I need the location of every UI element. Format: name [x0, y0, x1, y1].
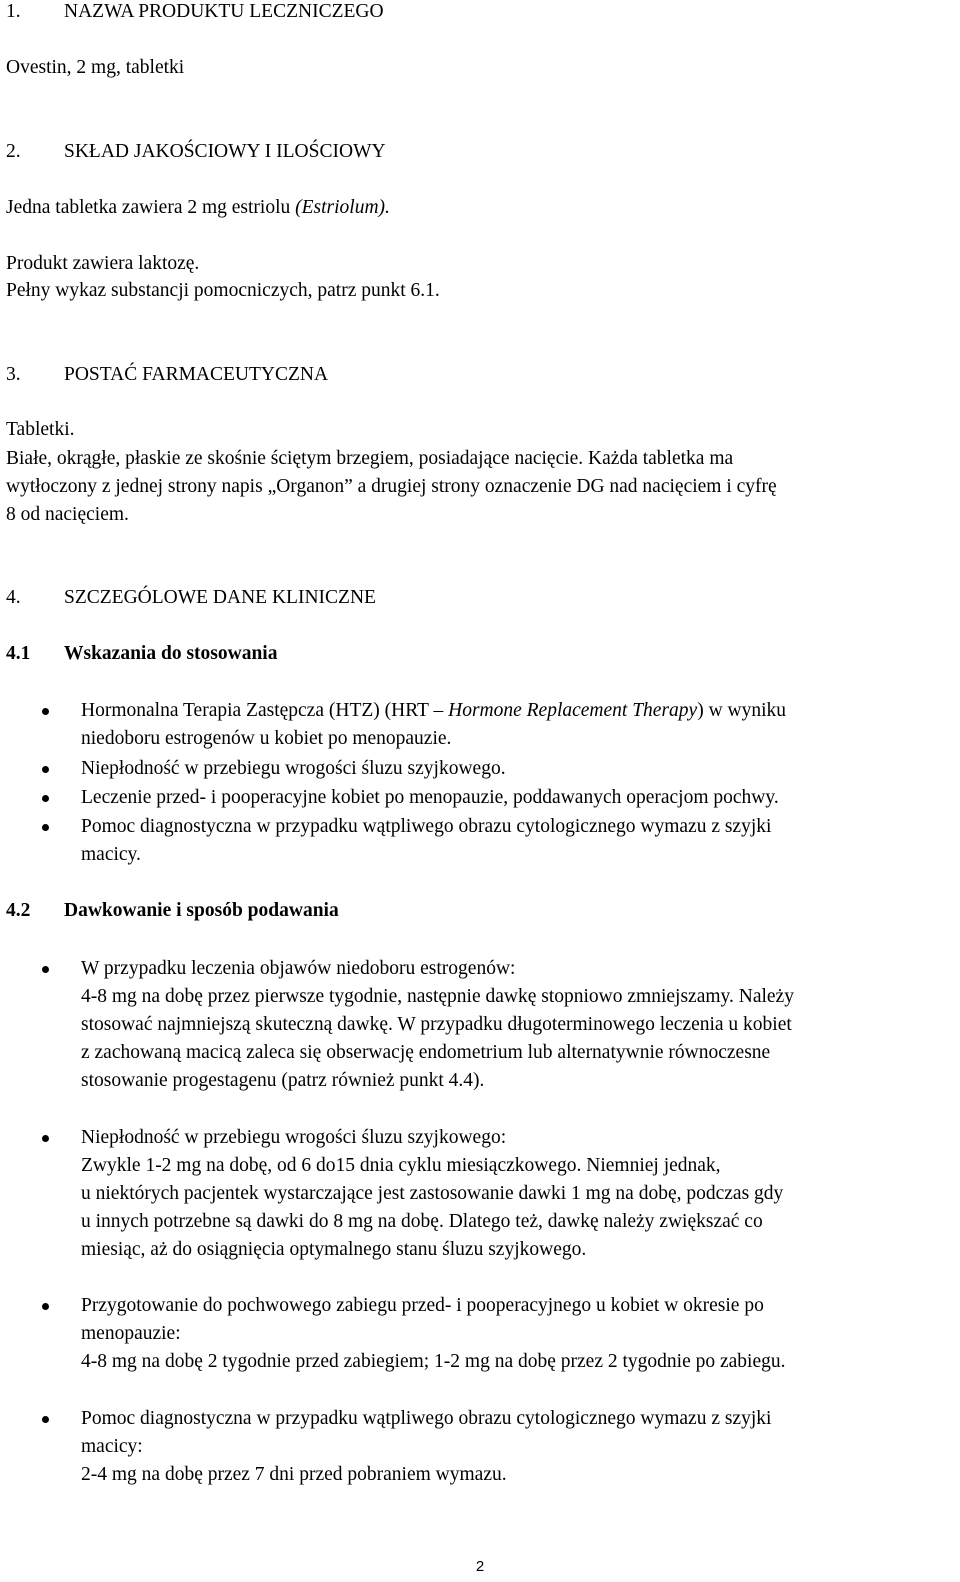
section-title: NAZWA PRODUKTU LECZNICZEGO	[64, 1, 384, 22]
list-item-line: z zachowaną macicą zaleca się obserwację endometrium lub alternatywnie równoczesne	[81, 1042, 771, 1063]
list-item-line: u niektórych pacjentek wystarczające jest zastosowanie dawki 1 mg na dobę, podczas gdy	[81, 1183, 784, 1204]
section-3-heading	[6, 361, 328, 389]
bullet-icon	[42, 766, 49, 773]
list-item-line: macicy:	[81, 1436, 143, 1457]
bullet-icon	[42, 1416, 49, 1423]
list-item-line: Niepłodność w przebiegu wrogości śluzu szyjkowego.	[81, 758, 506, 779]
list-item-line: Przygotowanie do pochwowego zabiegu przed- i pooperacyjnego u kobiet w okresie po	[81, 1295, 764, 1316]
list-item-line: Pomoc diagnostyczna w przypadku wątpliwego obrazu cytologicznego wymazu z szyjki	[81, 816, 772, 837]
list-item	[42, 755, 947, 783]
section-4-2-heading	[6, 897, 339, 925]
latin-name: (Estriolum).	[295, 197, 390, 218]
form-line-1: Tabletki.	[6, 419, 75, 440]
list-item	[42, 813, 947, 869]
bullet-icon	[42, 708, 49, 715]
section-number: 4.2	[6, 900, 31, 921]
dosage-item	[42, 955, 947, 1095]
list-item-line	[81, 697, 947, 725]
section-number: 4.1	[6, 643, 31, 664]
form-line-2: Białe, okrągłe, płaskie ze skośnie ściętym brzegiem, posiadające nacięcie. Każda tabletka ma	[6, 448, 734, 469]
composition-text: Jedna tabletka zawiera 2 mg estriolu	[6, 197, 296, 218]
section-2-heading	[6, 138, 386, 166]
english-term: Hormone Replacement Therapy	[448, 700, 698, 721]
list-item-line: Pomoc diagnostyczna w przypadku wątpliwego obrazu cytologicznego wymazu z szyjki	[81, 1408, 772, 1429]
section-number: 3.	[6, 364, 21, 385]
list-item-line: Niepłodność w przebiegu wrogości śluzu szyjkowego:	[81, 1127, 507, 1148]
list-item-line: menopauzie:	[81, 1323, 181, 1344]
section-4-1-heading	[6, 640, 277, 668]
composition-line	[6, 194, 390, 222]
dosage-item	[42, 1124, 947, 1264]
dosage-item	[42, 1292, 947, 1376]
section-number: 4.	[6, 587, 21, 608]
bullet-icon	[42, 1303, 49, 1310]
list-item-line: stosować najmniejszą skuteczną dawkę. W przypadku długoterminowego leczenia u kobiet	[81, 1014, 792, 1035]
bullet-icon	[42, 966, 49, 973]
list-item-line: 4-8 mg na dobę 2 tygodnie przed zabiegiem; 1-2 mg na dobę przez 2 tygodnie po zabiegu.	[81, 1351, 786, 1372]
section-title: Wskazania do stosowania	[64, 643, 278, 664]
list-item-line: Leczenie przed- i pooperacyjne kobiet po menopauzie, poddawanych operacjom pochwy.	[81, 787, 779, 808]
bullet-icon	[42, 795, 49, 802]
section-4-heading	[6, 584, 376, 612]
product-name: Ovestin, 2 mg, tabletki	[6, 57, 185, 78]
section-title: POSTAĆ FARMACEUTYCZNA	[64, 364, 329, 385]
list-item	[42, 697, 947, 753]
list-item-line: stosowanie progestagenu (patrz również punkt 4.4).	[81, 1070, 485, 1091]
text-span: ) w wyniku	[697, 700, 787, 721]
list-item-line: macicy.	[81, 844, 141, 865]
bullet-icon	[42, 824, 49, 831]
list-item-line: 4-8 mg na dobę przez pierwsze tygodnie, następnie dawkę stopniowo zmniejszamy. Należy	[81, 986, 794, 1007]
form-line-3: wytłoczony z jednej strony napis „Organon” a drugiej strony oznaczenie DG nad nacięciem i cyfrę	[6, 476, 777, 497]
excipients-line: Pełny wykaz substancji pomocniczych, patrz punkt 6.1.	[6, 280, 440, 301]
list-item-line: niedoboru estrogenów u kobiet po menopauzie.	[81, 728, 452, 749]
dosage-item	[42, 1405, 947, 1489]
list-item-line: miesiąc, aż do osiągnięcia optymalnego stanu śluzu szyjkowego.	[81, 1239, 587, 1260]
list-item-line: W przypadku leczenia objawów niedoboru estrogenów:	[81, 958, 516, 979]
section-number: 2.	[6, 141, 21, 162]
section-title: Dawkowanie i sposób podawania	[64, 900, 339, 921]
section-title: SZCZEGÓLOWE DANE KLINICZNE	[64, 587, 376, 608]
text-span: Hormonalna Terapia Zastępcza (HTZ) (HRT –	[81, 700, 449, 721]
section-1-heading	[6, 0, 384, 26]
page-number: 2	[475, 1558, 485, 1575]
lactose-line: Produkt zawiera laktozę.	[6, 253, 200, 274]
list-item-line: 2-4 mg na dobę przez 7 dni przed pobraniem wymazu.	[81, 1464, 507, 1485]
list-item-line: u innych potrzebne są dawki do 8 mg na dobę. Dlatego też, dawkę należy zwiększać co	[81, 1211, 763, 1232]
section-title: SKŁAD JAKOŚCIOWY I ILOŚCIOWY	[64, 141, 386, 162]
list-item-line: Zwykle 1-2 mg na dobę, od 6 do15 dnia cyklu miesiączkowego. Niemniej jednak,	[81, 1155, 721, 1176]
bullet-icon	[42, 1135, 49, 1142]
section-number: 1.	[6, 1, 21, 22]
form-line-4: 8 od nacięciem.	[6, 504, 129, 525]
list-item	[42, 784, 947, 812]
